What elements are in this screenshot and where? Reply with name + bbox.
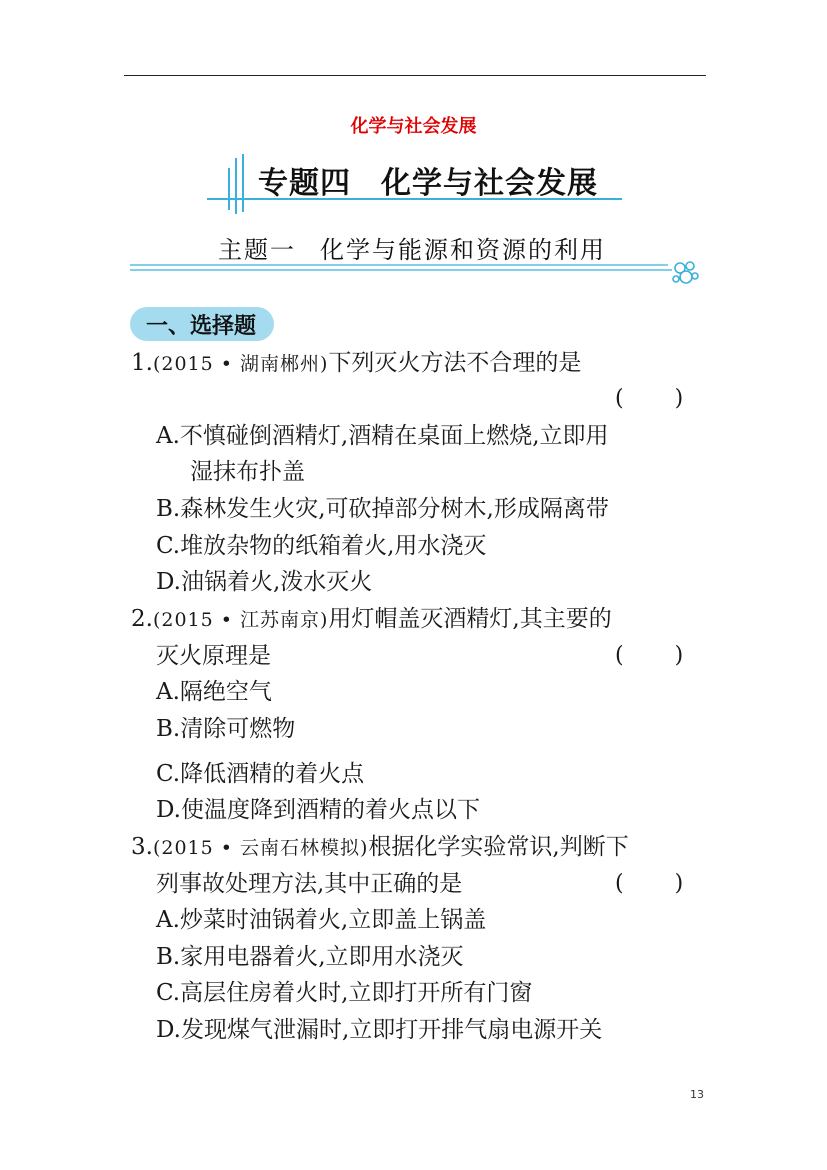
page-number: 13 xyxy=(690,1088,704,1101)
option-letter: A. xyxy=(156,423,180,449)
option-b xyxy=(156,942,464,972)
option-d xyxy=(156,567,372,597)
option-letter: C. xyxy=(156,761,181,787)
section-label: 一、选择题 xyxy=(146,314,257,339)
answer-blank: ( ) xyxy=(615,386,706,411)
option-letter: C. xyxy=(156,533,181,559)
option-letter: B. xyxy=(156,944,181,970)
option-text: 降低酒精的着火点 xyxy=(180,761,365,787)
question-source: (2015 • 江苏南京) xyxy=(152,609,329,631)
option-text: 堆放杂物的纸箱着火,用水浇灭 xyxy=(180,533,487,559)
option-text: 使温度降到酒精的着火点以下 xyxy=(180,797,480,823)
option-c xyxy=(156,978,532,1008)
option-text: 清除可燃物 xyxy=(180,716,296,742)
option-letter: A. xyxy=(156,907,180,933)
question-number: 1. xyxy=(131,350,153,376)
answer-blank: ( ) xyxy=(615,643,706,668)
option-text: 炒菜时油锅着火,立即盖上锅盖 xyxy=(179,907,487,933)
question-text: 用灯帽盖灭酒精灯,其主要的 xyxy=(328,606,612,632)
option-a xyxy=(156,905,486,935)
question-number: 3. xyxy=(131,834,153,860)
option-text: 不慎碰倒酒精灯,酒精在桌面上燃烧,立即用 xyxy=(179,423,609,449)
bubble-decoration-icon xyxy=(673,262,698,283)
question-source: (2015 • 湖南郴州) xyxy=(152,353,329,375)
topic-title xyxy=(218,230,606,265)
option-text: 高层住房着火时,立即打开所有门窗 xyxy=(180,980,533,1006)
option-text: 油锅着火,泼水灭火 xyxy=(180,569,373,595)
option-a xyxy=(156,677,272,707)
chapter-title xyxy=(258,158,598,202)
option-a xyxy=(156,421,609,451)
option-text: 家用电器着火,立即用水浇灭 xyxy=(180,944,464,970)
option-c xyxy=(156,531,486,561)
option-text: 隔绝空气 xyxy=(179,679,272,705)
running-title: 化学与社会发展 xyxy=(350,116,477,137)
option-a-continued: 湿抹布扑盖 xyxy=(190,459,305,485)
option-text: 发现煤气泄漏时,立即打开排气扇电源开关 xyxy=(180,1017,603,1043)
option-c xyxy=(156,759,364,789)
question-text: 根据化学实验常识,判断下 xyxy=(368,834,629,860)
question-number: 2. xyxy=(131,606,153,632)
option-letter: D. xyxy=(156,569,181,595)
option-letter: C. xyxy=(156,980,181,1006)
question-text: 下列灭火方法不合理的是 xyxy=(328,350,582,376)
option-b xyxy=(156,714,295,744)
option-letter: B. xyxy=(156,496,181,522)
topic-number: 主题一 xyxy=(218,236,296,264)
option-text: 森林发生火灾,可砍掉部分树木,形成隔离带 xyxy=(180,496,609,522)
chapter-number: 专题四 xyxy=(258,166,351,201)
question-1-stem xyxy=(131,348,581,379)
question-2-stem xyxy=(131,604,612,635)
answer-blank: ( ) xyxy=(615,871,706,896)
topic-name: 化学与能源和资源的利用 xyxy=(320,236,606,264)
question-source: (2015 • 云南石林模拟) xyxy=(152,837,369,859)
question-3-stem xyxy=(131,832,629,863)
option-d xyxy=(156,1015,602,1045)
question-2-stem-continued: 灭火原理是 xyxy=(156,643,271,669)
option-letter: A. xyxy=(156,679,180,705)
question-3-stem-continued: 列事故处理方法,其中正确的是 xyxy=(156,871,463,897)
option-letter: D. xyxy=(156,1017,181,1043)
option-letter: D. xyxy=(156,797,181,823)
option-b xyxy=(156,494,609,524)
option-letter: B. xyxy=(156,716,181,742)
option-d xyxy=(156,795,480,825)
chapter-name: 化学与社会发展 xyxy=(381,166,598,201)
